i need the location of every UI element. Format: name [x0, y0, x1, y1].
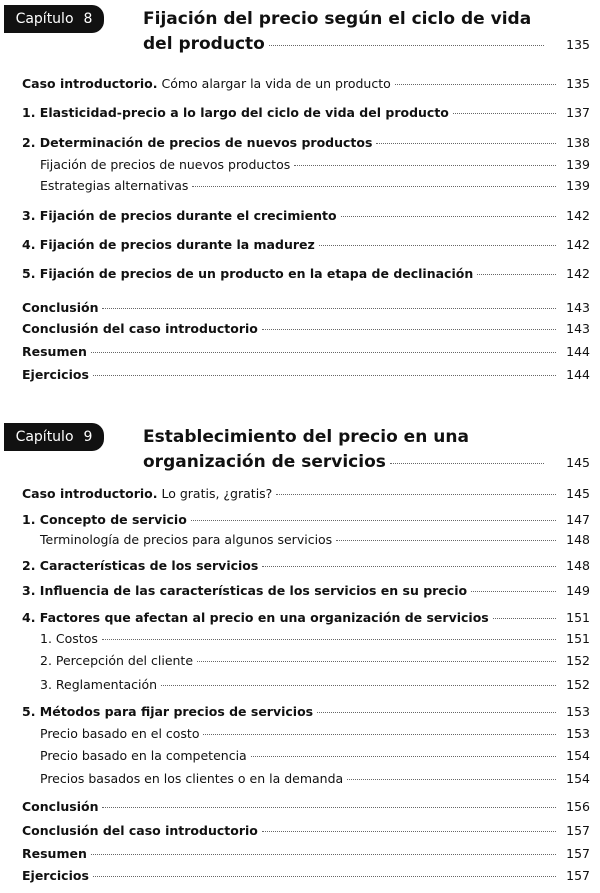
leader-dots [276, 493, 556, 495]
leader-dots [471, 590, 556, 592]
leader-dots [453, 112, 556, 114]
toc-entry[interactable] [22, 76, 590, 94]
toc-entry[interactable] [22, 583, 590, 601]
toc-entry[interactable] [40, 631, 590, 649]
page-number: 156 [566, 799, 590, 814]
entry-bold-text: Caso introductorio. [22, 486, 158, 501]
page-number: 147 [566, 512, 590, 527]
toc-entry[interactable] [22, 344, 590, 362]
leader-dots [161, 684, 556, 686]
page-number: 144 [566, 344, 590, 359]
page-number: 157 [566, 846, 590, 861]
page-number: 137 [566, 105, 590, 120]
leader-dots [317, 711, 556, 713]
entry-label [22, 237, 315, 252]
entry-bold-text: 3. Influencia de las características de los servicios en su precio [22, 583, 468, 598]
leader-dots [192, 185, 556, 187]
entry-label [40, 178, 188, 193]
leader-dots [262, 328, 556, 330]
toc-entry[interactable] [22, 321, 590, 339]
toc-entry[interactable] [40, 178, 590, 196]
page-number: 152 [566, 677, 590, 692]
chapter-title-line2-entry[interactable] [143, 34, 590, 52]
toc-entry[interactable] [40, 748, 590, 766]
chapter-title[interactable]: Fijación del precio según el ciclo de vida [143, 9, 532, 29]
page-number: 152 [566, 653, 590, 668]
page-number: 142 [566, 237, 590, 252]
entry-label [22, 799, 98, 814]
page-number: 138 [566, 135, 590, 150]
entry-bold-text: Ejercicios [22, 367, 89, 382]
page-number: 151 [566, 631, 590, 646]
page-number: 153 [566, 704, 590, 719]
leader-dots [102, 307, 556, 309]
page-number: 142 [566, 208, 590, 223]
entry-label [40, 748, 247, 763]
page-number: 149 [566, 583, 590, 598]
page-number: 148 [566, 532, 590, 547]
toc-entry[interactable] [40, 157, 590, 175]
entry-label [22, 300, 98, 315]
entry-bold-text: 5. Fijación de precios de un producto en la etapa de declinación [22, 266, 474, 281]
page-number: 139 [566, 178, 590, 193]
page-number: 139 [566, 157, 590, 172]
toc-entry[interactable] [22, 237, 590, 255]
toc-entry[interactable] [22, 367, 590, 385]
entry-label [40, 771, 343, 786]
toc-entry[interactable] [22, 558, 590, 576]
page-number: 142 [566, 266, 590, 281]
page-number: 145 [566, 486, 590, 501]
leader-dots [91, 853, 556, 855]
entry-text: Precios basados en los clientes o en la demanda [40, 771, 344, 786]
toc-entry[interactable] [22, 846, 590, 864]
toc-entry[interactable] [40, 677, 590, 695]
entry-bold-text: Resumen [22, 846, 87, 861]
chapter-badge [4, 423, 104, 451]
entry-text: 1. Costos [40, 631, 98, 646]
toc-entry[interactable] [22, 105, 590, 123]
leader-dots [93, 374, 556, 376]
entry-text: Precio basado en la competencia [40, 748, 247, 763]
entry-label [22, 846, 87, 861]
leader-dots [493, 617, 556, 619]
entry-text: 3. Reglamentación [40, 677, 158, 692]
entry-label [22, 321, 258, 336]
page-number: 151 [566, 610, 590, 625]
entry-bold-text: 4. Factores que afectan al precio en una organización de servicios [22, 610, 489, 625]
toc-entry[interactable] [40, 726, 590, 744]
entry-bold-text: Resumen [22, 344, 87, 359]
leader-dots [269, 44, 544, 46]
leader-dots [347, 778, 556, 780]
toc-entry[interactable] [22, 486, 590, 504]
entry-text: Fijación de precios de nuevos productos [40, 157, 291, 172]
entry-bold-text: Conclusión [22, 300, 99, 315]
entry-label [40, 631, 98, 646]
entry-label [40, 157, 290, 172]
entry-label [22, 367, 89, 382]
chapter-badge [4, 5, 104, 33]
entry-label [22, 105, 449, 120]
toc-entry[interactable] [40, 771, 590, 789]
entry-label [22, 583, 467, 598]
toc-entry[interactable] [22, 704, 590, 722]
entry-text: Cómo alargar la vida de un producto [157, 76, 391, 91]
page-number: 148 [566, 558, 590, 573]
entry-bold-text: 1. Concepto de servicio [22, 512, 187, 527]
page-number: 143 [566, 321, 590, 336]
entry-bold-text: 3. Fijación de precios durante el crecimiento [22, 208, 337, 223]
leader-dots [91, 351, 556, 353]
page-number: 145 [566, 455, 590, 470]
toc-entry[interactable] [40, 532, 590, 550]
entry-bold-text: Ejercicios [22, 868, 89, 883]
page-number: 154 [566, 771, 590, 786]
toc-entry[interactable] [22, 799, 590, 817]
leader-dots [102, 638, 556, 640]
entry-label [22, 208, 337, 223]
entry-label [22, 135, 372, 150]
page-number: 143 [566, 300, 590, 315]
entry-label [22, 610, 489, 625]
entry-bold-text: 5. Métodos para fijar precios de servicios [22, 704, 314, 719]
entry-text: Estrategias alternativas [40, 178, 189, 193]
chapter-number: 8 [83, 11, 93, 27]
toc-entry[interactable] [22, 868, 590, 886]
entry-bold-text: Conclusión [22, 799, 99, 814]
toc-entry[interactable] [22, 266, 590, 284]
toc-entry[interactable] [22, 512, 590, 530]
entry-label [40, 726, 199, 741]
toc-entry[interactable] [22, 823, 590, 841]
leader-dots [294, 164, 556, 166]
entry-label [40, 532, 332, 547]
entry-bold-text: Conclusión del caso introductorio [22, 823, 258, 838]
chapter-label: Capítulo [15, 11, 74, 27]
leader-dots [191, 519, 556, 521]
entry-label [22, 266, 473, 281]
entry-bold-text: Conclusión del caso introductorio [22, 321, 258, 336]
toc-entry[interactable] [22, 300, 590, 318]
entry-text: Precio basado en el costo [40, 726, 200, 741]
leader-dots [477, 273, 556, 275]
toc-entry[interactable] [22, 135, 590, 153]
leader-dots [341, 215, 556, 217]
entry-label [22, 704, 313, 719]
entry-bold-text: 1. Elasticidad-precio a lo largo del ciclo de vida del producto [22, 105, 449, 120]
entry-bold-text: Caso introductorio. [22, 76, 158, 91]
entry-label [22, 868, 89, 883]
leader-dots [376, 142, 556, 144]
entry-label [40, 653, 193, 668]
leader-dots [262, 830, 556, 832]
toc-entry[interactable] [22, 208, 590, 226]
chapter-title[interactable]: Establecimiento del precio en una [143, 427, 469, 447]
leader-dots [197, 660, 556, 662]
leader-dots [319, 244, 556, 246]
leader-dots [336, 539, 556, 541]
toc-entry[interactable] [40, 653, 590, 671]
leader-dots [203, 733, 556, 735]
entry-label [22, 823, 258, 838]
entry-label [22, 344, 87, 359]
entry-label [22, 486, 272, 501]
chapter-title-line2: del producto [143, 34, 265, 54]
entry-bold-text: 2. Determinación de precios de nuevos productos [22, 135, 373, 150]
leader-dots [390, 462, 544, 464]
page-number: 157 [566, 868, 590, 883]
leader-dots [251, 755, 556, 757]
page-number: 153 [566, 726, 590, 741]
page-number: 135 [566, 37, 590, 52]
chapter-title-line2: organización de servicios [143, 452, 386, 472]
entry-label [22, 512, 187, 527]
entry-bold-text: 4. Fijación de precios durante la madurez [22, 237, 315, 252]
entry-label [40, 677, 157, 692]
page-number: 135 [566, 76, 590, 91]
page-number: 157 [566, 823, 590, 838]
toc-entry[interactable] [22, 610, 590, 628]
entry-text: Lo gratis, ¿gratis? [157, 486, 273, 501]
leader-dots [102, 806, 556, 808]
chapter-title-line2-entry[interactable] [143, 452, 590, 470]
leader-dots [262, 565, 556, 567]
leader-dots [93, 875, 556, 877]
entry-text: 2. Percepción del cliente [40, 653, 194, 668]
chapter-number: 9 [83, 429, 93, 445]
leader-dots [395, 83, 556, 85]
entry-bold-text: 2. Características de los servicios [22, 558, 259, 573]
entry-text: Terminología de precios para algunos servicios [40, 532, 333, 547]
entry-label [22, 558, 258, 573]
page-number: 154 [566, 748, 590, 763]
chapter-label: Capítulo [15, 429, 74, 445]
entry-label [22, 76, 391, 91]
page-number: 144 [566, 367, 590, 382]
